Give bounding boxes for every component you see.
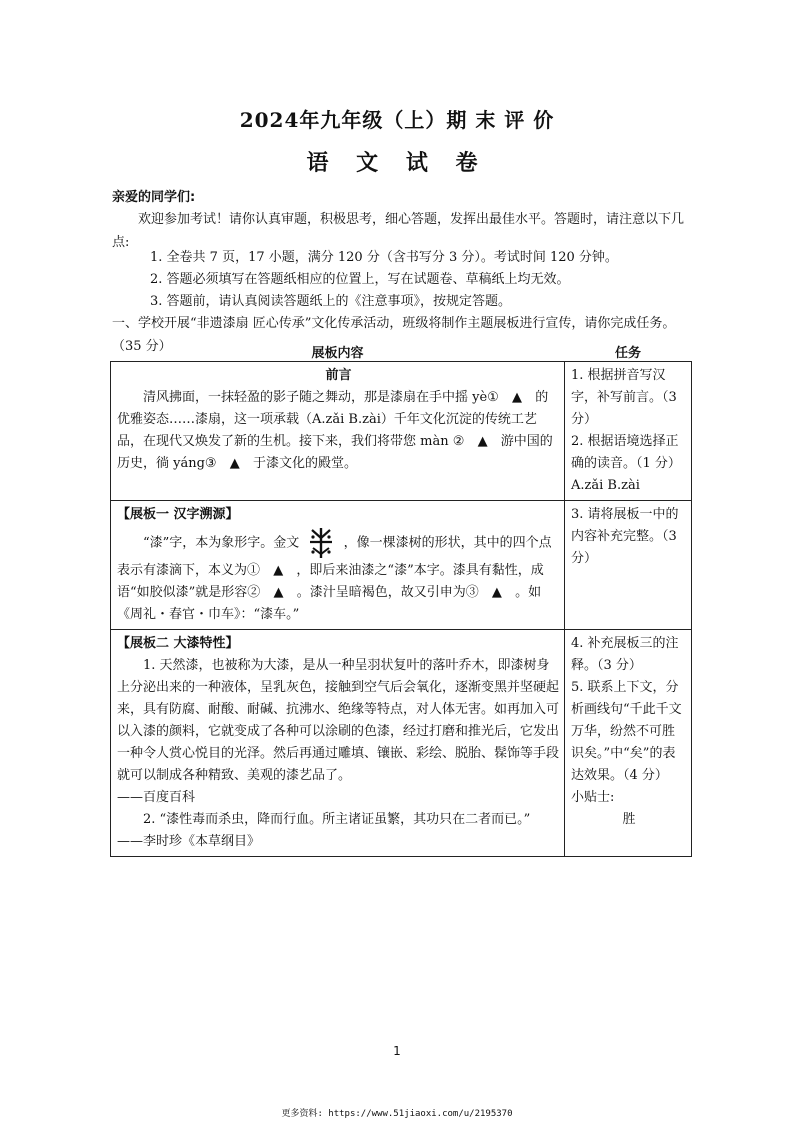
exhibit-table <box>110 342 692 857</box>
footer-link-text: 更多资料: https://www.51jiaoxi.com/u/2195370 <box>281 1109 513 1119</box>
rule-2: 2. 答题必须填写在答题纸相应的位置上，写在试题卷、草稿纸上均无效。 <box>150 272 570 287</box>
rule-3: 3. 答题前，请认真阅读答题纸上的《注意事项》，按规定答题。 <box>150 294 512 309</box>
hint-label: 小贴士: <box>571 790 615 805</box>
panel1-blank-1[interactable]: ▲ <box>273 563 284 578</box>
preface-title: 前言 <box>325 368 352 383</box>
task-1: 1. 根据拼音写汉字，补写前言。（3 分） <box>571 368 677 427</box>
hint-word: 胜 <box>622 812 636 827</box>
panel-2-cell <box>111 630 565 857</box>
exam-title: 2024年九年级（上）期 末 评 价 <box>239 108 555 132</box>
exam-subtitle: 语 文 试 卷 <box>306 150 488 176</box>
panel-2-paragraph-1: 1. 天然漆，也被称为大漆，是从一种呈羽状复叶的落叶乔木，即漆树身上分泌出来的一种液体，呈乳灰色，接触到空气后会氧化，逐渐变黑并坚硬起来，具有防腐、耐酸、耐碱、抗沸水、绝缘等特点，对人体无害。如再加入可以入漆的颜料，它就变成了各种可以涂刷的色漆，经过打磨和推光后，它发出一种令人赏心悦目的光泽。然后再通过雕填、镶嵌、彩绘、脱胎、髹饰等手段就可以制成各种精致、美观的漆艺品了。 <box>117 658 560 783</box>
panel-1-title: 【展板一 汉字溯源】 <box>117 507 239 522</box>
panel-2-source-1: ——百度百科 <box>117 790 196 805</box>
task-2: 2. 根据语境选择正确的读音。（1 分） <box>571 434 681 471</box>
blank-3[interactable]: ▲ <box>229 456 240 471</box>
column-header-task: 任务 <box>614 346 641 361</box>
greeting: 亲爱的同学们: <box>112 190 196 205</box>
panel1-blank-2[interactable]: ▲ <box>273 585 284 600</box>
panel-2-task-cell <box>565 630 692 857</box>
task-5: 5. 联系上下文，分析画线句“千此千文万华，纷然不可胜识矣。”中“矣”的表达效果。（4 分） <box>571 680 682 783</box>
blank-2[interactable]: ▲ <box>477 434 488 449</box>
panel-2-source-2: ——李时珍《本草纲目》 <box>117 834 261 849</box>
question-1-prompt: 一、学校开展“非遗漆扇 匠心传承”文化传承活动，班级将制作主题展板进行宣传，请你完成任务。（35 分） <box>112 316 676 354</box>
task-3: 3. 请将展板一中的内容补充完整。（3 分） <box>571 507 679 566</box>
blank-1[interactable]: ▲ <box>512 390 523 405</box>
panel-1-task-cell <box>565 501 692 630</box>
rule-1: 1. 全卷共 7 页，17 小题，满分 120 分（含书写分 3 分）。考试时间 120 分钟。 <box>150 250 618 265</box>
panel-2-title: 【展板二 大漆特性】 <box>117 636 239 651</box>
bronze-script-qi-glyph <box>307 526 335 560</box>
page-number: 1 <box>393 1044 401 1058</box>
panel-2-paragraph-2: 2. “漆性毒而杀虫，降而行血。所主诸证虽繁，其功只在二者而已。” <box>143 812 531 827</box>
task-2-options: A.zǎi B.zài <box>571 478 640 493</box>
panel-1-text: “漆”字，本为象形字。金文 ，像一棵漆树的形状，其中的四个点表示有漆滴下，本义为① ▲ ，即后来油漆之“漆”本字。漆具有黏性，成语“如胶似漆”就是形容② ▲ 。漆汁呈暗褐色，故又引申为③ ▲ 。如《周礼・春官・巾车》：“漆车。” <box>117 526 560 626</box>
welcome-text: 欢迎参加考试！请你认真审题，积极思考，细心答题，发挥出最佳水平。答题时，请注意以下几点: <box>112 212 685 250</box>
preface-cell <box>111 362 565 501</box>
preface-task-cell <box>565 362 692 501</box>
panel-1-cell <box>111 501 565 630</box>
panel1-blank-3[interactable]: ▲ <box>491 585 502 600</box>
task-4: 4. 补充展板三的注释。（3 分） <box>571 636 679 673</box>
column-header-content: 展板内容 <box>311 346 364 361</box>
preface-text: 清风拂面，一抹轻盈的影子随之舞动，那是漆扇在手中摇 yè① ▲ 的优雅姿态……漆扇，这一项承载（A.zǎi B.zài）千年文化沉淀的传统工艺品，在现代又焕发了新的生机。接下来，我们将带您 màn ② ▲ 游中国的历史，徜 yáng③ ▲ 于漆文化的殿堂。 <box>117 390 553 471</box>
